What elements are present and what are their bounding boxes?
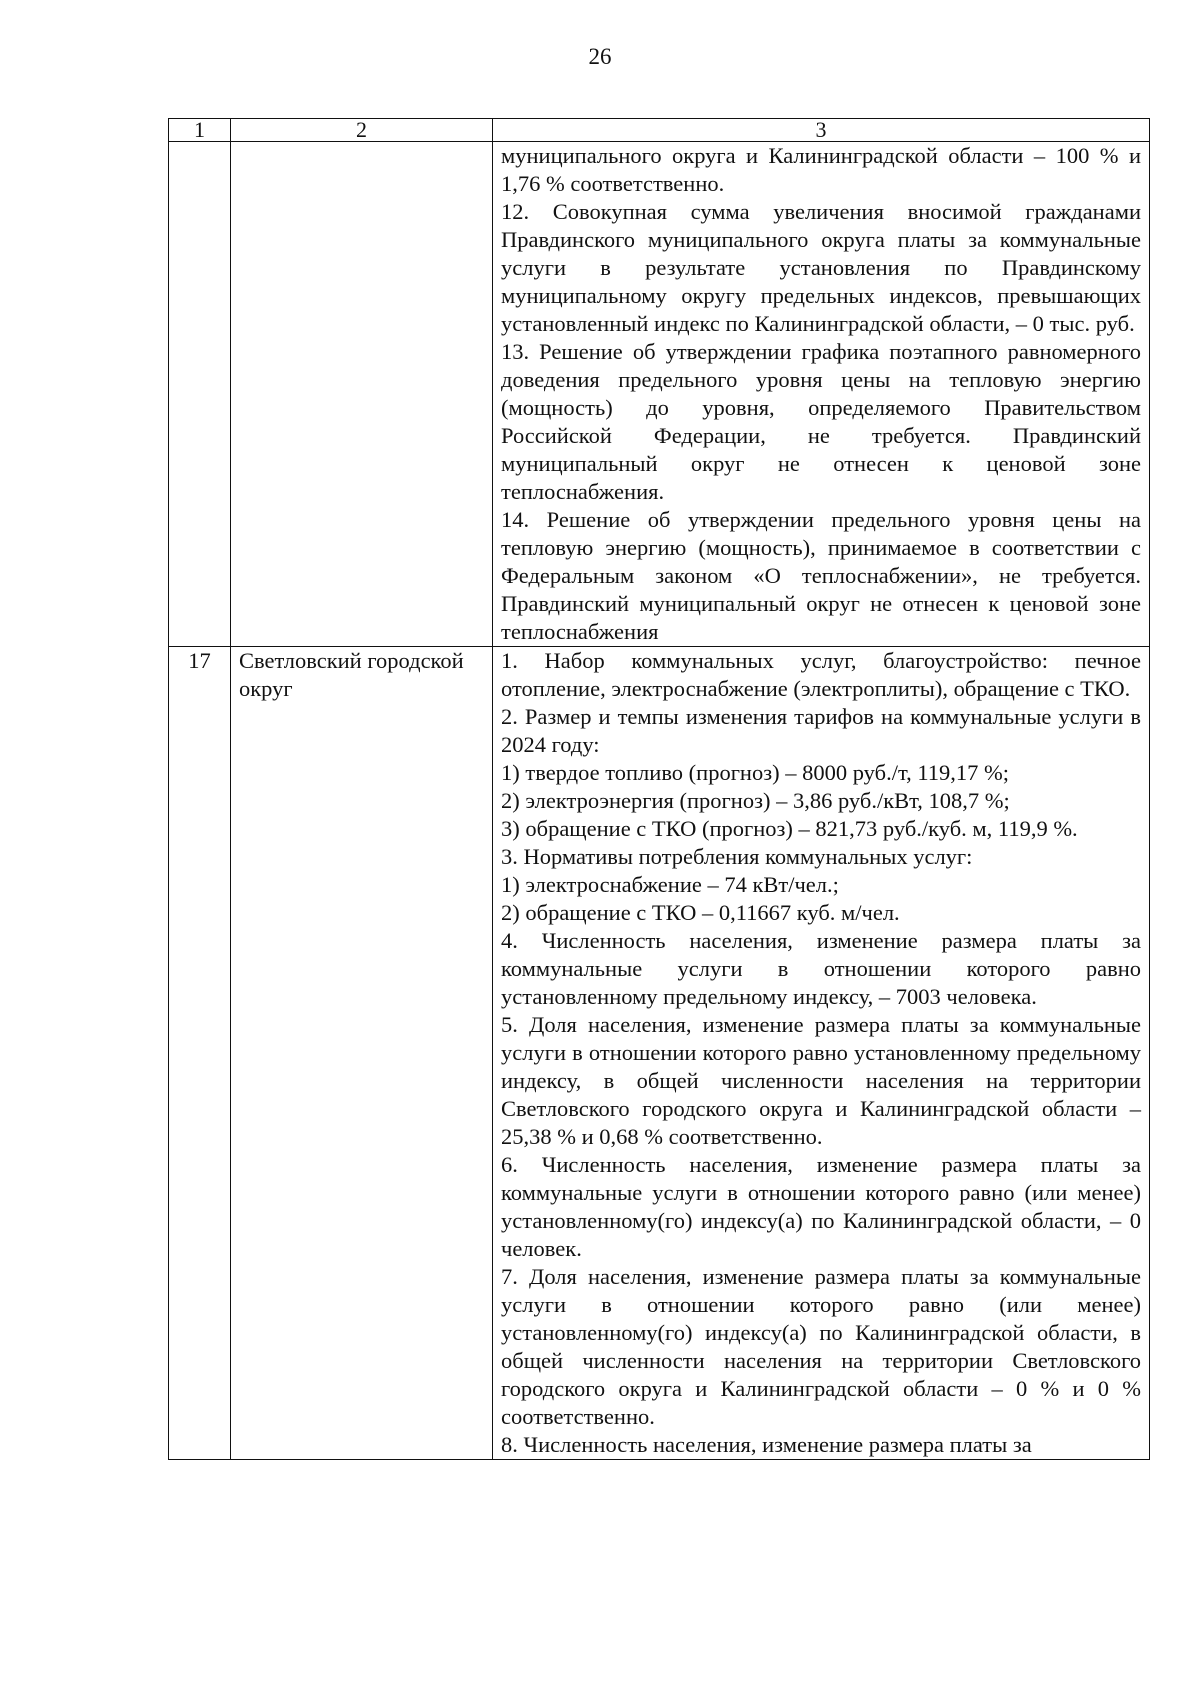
paragraph: 3. Нормативы потребления коммунальных услуг: — [501, 844, 973, 869]
paragraph: 5. Доля населения, изменение размера платы за коммунальные услуги в отношении которого равно установленному предельному индексу, в общей численности населения на территории Светловского городского округа и Калининградской области – 25,38 % и 0,68 % соответственно. — [501, 1012, 1141, 1149]
header-col-1: 1 — [169, 119, 231, 142]
data-table — [168, 118, 1150, 1460]
paragraph: 2) обращение с ТКО – 0,11667 куб. м/чел. — [501, 900, 900, 925]
paragraph: 8. Численность населения, изменение размера платы за — [501, 1432, 1032, 1457]
row-content — [493, 647, 1150, 1460]
row-number: 17 — [169, 647, 231, 1460]
paragraph: 14. Решение об утверждении предельного уровня цены на тепловую энергию (мощность), принимаемое в соответствии с Федеральным законом «О теплоснабжении», не требуется. Правдинский муниципальный округ не отнесен к ценовой зоне теплоснабжения — [501, 507, 1141, 644]
table-row-continuation — [169, 142, 1150, 647]
page-number: 26 — [588, 44, 612, 69]
district-name: Светловский городской округ — [231, 647, 493, 1460]
paragraph: 13. Решение об утверждении графика поэтапного равномерного доведения предельного уровня цены на тепловую энергию (мощность) до уровня, определяемого Правительством Российской Федерации, не требуется. Правдинский муниципальный округ не отнесен к ценовой зоне теплоснабжения. — [501, 339, 1141, 504]
paragraph: 2. Размер и темпы изменения тарифов на коммунальные услуги в 2024 году: — [501, 704, 1141, 757]
paragraph: 4. Численность населения, изменение размера платы за коммунальные услуги в отношении которого равно установленному предельному индексу, – 7003 человека. — [501, 928, 1141, 1009]
paragraph: 6. Численность населения, изменение размера платы за коммунальные услуги в отношении которого равно (или менее) установленному(го) индексу(а) по Калининградской области, – 0 человек. — [501, 1152, 1141, 1261]
table-row-17 — [169, 647, 1150, 1460]
row-number — [169, 142, 231, 647]
paragraph: 2) электроэнергия (прогноз) – 3,86 руб./кВт, 108,7 %; — [501, 788, 1010, 813]
paragraph: 1) электроснабжение – 74 кВт/чел.; — [501, 872, 839, 897]
header-col-2: 2 — [231, 119, 493, 142]
header-col-3: 3 — [493, 119, 1150, 142]
paragraph: 1. Набор коммунальных услуг, благоустройство: печное отопление, электроснабжение (электроплиты), обращение с ТКО. — [501, 648, 1141, 701]
row-content — [493, 142, 1150, 647]
paragraph: муниципального округа и Калининградской области – 100 % и 1,76 % соответственно. — [501, 143, 1141, 196]
table-header-row — [169, 119, 1150, 142]
paragraph: 7. Доля населения, изменение размера платы за коммунальные услуги в отношении которого равно (или менее) установленному(го) индексу(а) по Калининградской области, в общей численности населения на территории Светловского городского округа и Калининградской области – 0 % и 0 % соответственно. — [501, 1264, 1141, 1429]
district-name — [231, 142, 493, 647]
paragraph: 3) обращение с ТКО (прогноз) – 821,73 руб./куб. м, 119,9 %. — [501, 816, 1078, 841]
paragraph: 1) твердое топливо (прогноз) – 8000 руб./т, 119,17 %; — [501, 760, 1009, 785]
paragraph: 12. Совокупная сумма увеличения вносимой гражданами Правдинского муниципального округа платы за коммунальные услуги в результате установления по Правдинскому муниципальному округу предельных индексов, превышающих установленный индекс по Калининградской области, – 0 тыс. руб. — [501, 199, 1141, 336]
